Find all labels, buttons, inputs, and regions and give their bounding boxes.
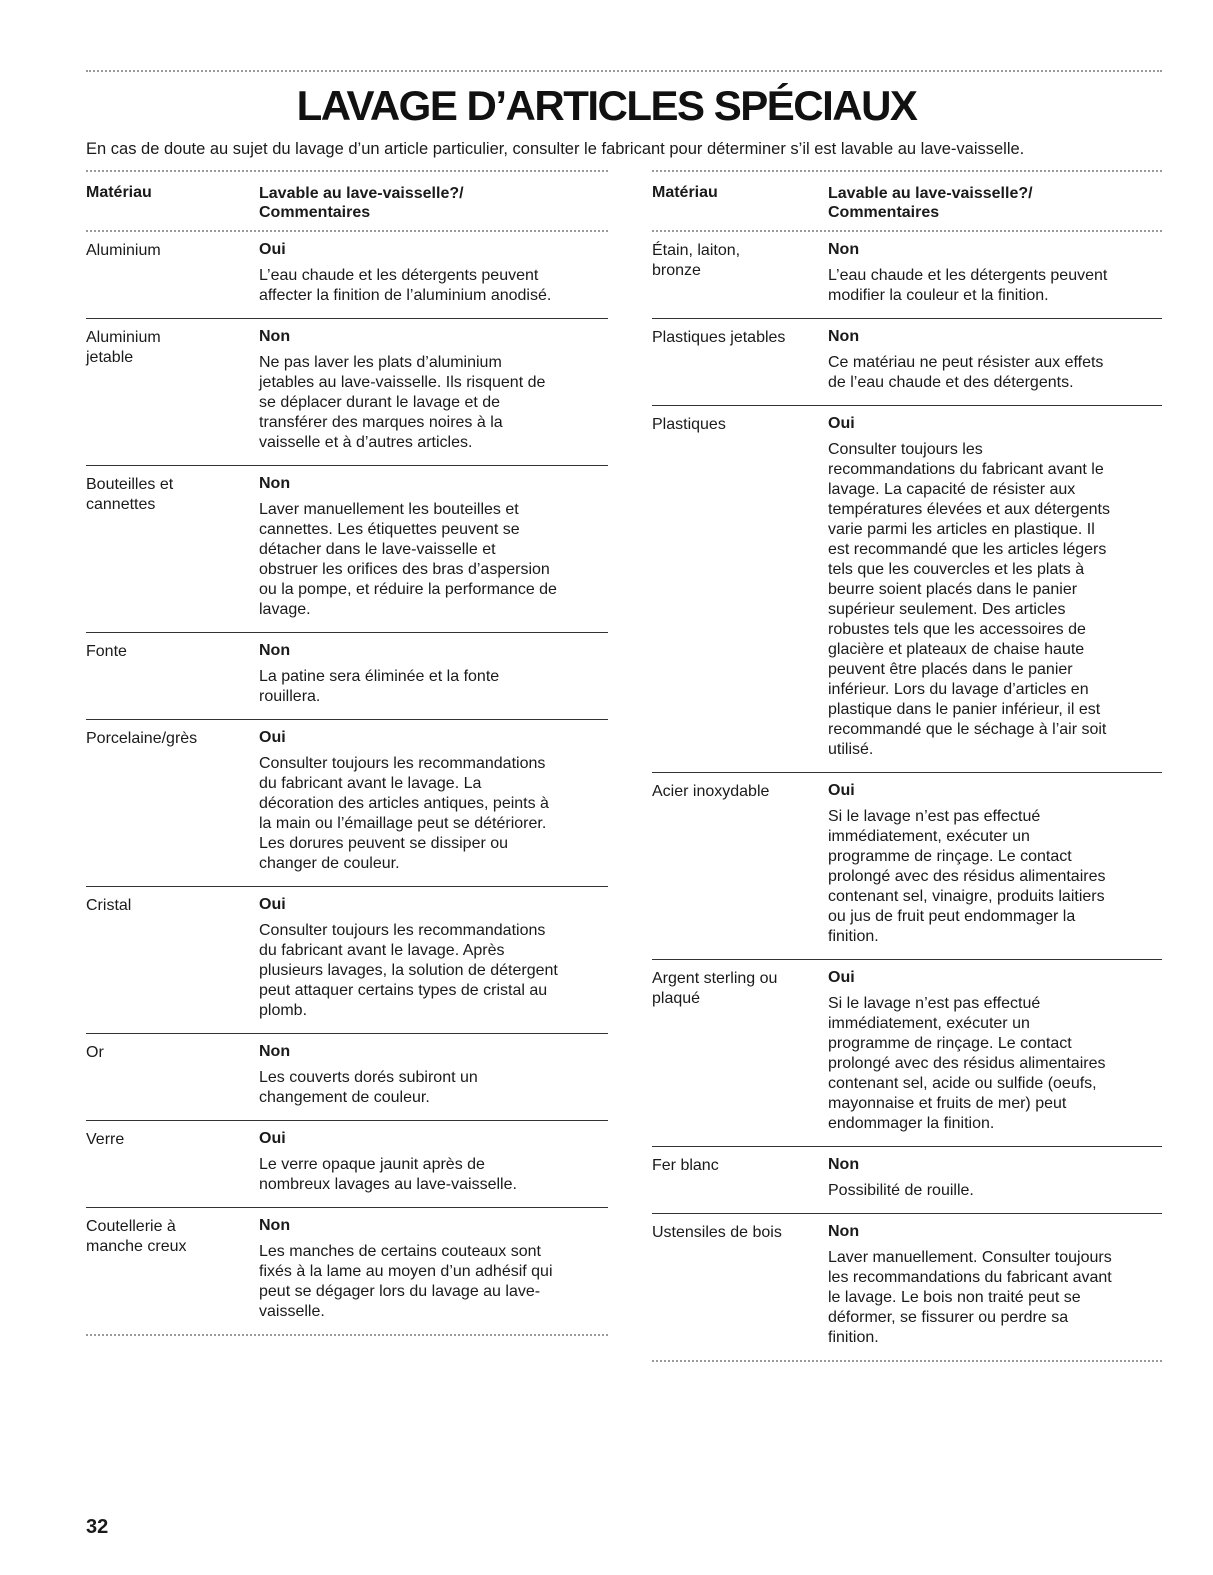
- comment-cell: [259, 1216, 608, 1322]
- material-cell: Fonte: [86, 643, 127, 660]
- comment-text: Consulter toujours les recommandations du fabricant avant le lavage. La décoration des articles antiques, peints à la main ou l’émaillage peut se détériorer. Les dorures peuvent se dissiper ou changer de couleur.: [259, 755, 549, 872]
- material-cell: Porcelaine/grès: [86, 730, 198, 747]
- comment-cell: [828, 781, 1162, 947]
- material-cell: Cristal: [86, 897, 132, 914]
- header-material: Matériau: [86, 184, 152, 201]
- dishwasher-safe-verdict: Non: [259, 328, 291, 345]
- dishwasher-safe-verdict: Non: [828, 241, 860, 258]
- comment-cell: [828, 414, 1162, 760]
- comment-cell: [828, 968, 1162, 1134]
- dishwasher-safe-verdict: Non: [259, 642, 291, 659]
- comment-cell: [828, 240, 1162, 306]
- comment-cell: [259, 641, 608, 707]
- comment-text: Le verre opaque jaunit après de nombreux lavages au lave-vaisselle.: [259, 1156, 517, 1193]
- material-cell: Argent sterling ou plaqué: [652, 970, 778, 1007]
- comment-cell: [259, 1129, 608, 1195]
- table-right-rows: [652, 232, 1162, 1362]
- comment-text: Si le lavage n’est pas effectué immédiatement, exécuter un programme de rinçage. Le contact prolongé avec des résidus alimentaires contenant sel, vinaigre, produits laitiers ou jus de fruit peut endommager la finition.: [828, 808, 1106, 945]
- material-cell: Bouteilles et cannettes: [86, 476, 174, 513]
- comment-text: La patine sera éliminée et la fonte rouillera.: [259, 668, 500, 705]
- material-cell: Plastiques: [652, 416, 726, 433]
- dishwasher-safe-verdict: Oui: [259, 1130, 286, 1147]
- dishwasher-safe-verdict: Non: [259, 475, 291, 492]
- dishwasher-safe-verdict: Non: [828, 1156, 860, 1173]
- table-row: [652, 960, 1162, 1147]
- comment-cell: [828, 327, 1162, 393]
- comment-text: Laver manuellement les bouteilles et cannettes. Les étiquettes peuvent se détacher dans le lave-vaisselle et obstruer les orifices des bras d’aspersion ou la pompe, et réduire la performance de lavage.: [259, 501, 557, 618]
- table-row: [652, 773, 1162, 960]
- table-row: [86, 319, 608, 466]
- dishwasher-safe-verdict: Oui: [259, 241, 286, 258]
- comment-cell: [828, 1155, 1162, 1201]
- table-header: [652, 170, 1162, 232]
- dishwasher-safe-verdict: Oui: [259, 896, 286, 913]
- material-cell: Or: [86, 1044, 104, 1061]
- header-material: Matériau: [652, 184, 718, 201]
- material-cell: Ustensiles de bois: [652, 1224, 782, 1241]
- dishwasher-safe-verdict: Oui: [828, 782, 855, 799]
- table-row: [652, 1214, 1162, 1362]
- comment-text: Possibilité de rouille.: [828, 1182, 974, 1199]
- comment-cell: [828, 1222, 1162, 1348]
- dishwasher-safe-verdict: Non: [259, 1043, 291, 1060]
- comment-text: L’eau chaude et les détergents peuvent modifier la couleur et la finition.: [828, 267, 1108, 304]
- comment-cell: [259, 474, 608, 620]
- table-row: [86, 1121, 608, 1208]
- table-left: [86, 170, 608, 1336]
- dishwasher-safe-verdict: Non: [259, 1217, 291, 1234]
- table-row: [86, 232, 608, 319]
- table-row: [86, 466, 608, 633]
- comment-text: Les couverts dorés subiront un changement de couleur.: [259, 1069, 478, 1106]
- material-cell: Coutellerie à manche creux: [86, 1218, 187, 1255]
- table-left-rows: [86, 232, 608, 1336]
- material-cell: Fer blanc: [652, 1157, 719, 1174]
- table-right: [652, 170, 1162, 1362]
- comment-text: Ne pas laver les plats d’aluminium jetables au lave-vaisselle. Ils risquent de se déplacer durant le lavage et de transférer des marques noires à la vaisselle et à d’autres articles.: [259, 354, 546, 451]
- material-cell: Étain, laiton, bronze: [652, 242, 741, 279]
- dishwasher-safe-verdict: Oui: [828, 969, 855, 986]
- dishwasher-safe-verdict: Oui: [259, 729, 286, 746]
- table-row: [86, 1208, 608, 1336]
- table-row: [652, 232, 1162, 319]
- table-row: [86, 633, 608, 720]
- dishwasher-safe-verdict: Oui: [828, 415, 855, 432]
- comment-text: Les manches de certains couteaux sont fixés à la lame au moyen d’un adhésif qui peut se dégager lors du lavage au lave- vaisselle.: [259, 1243, 553, 1320]
- page-number: 32: [86, 1516, 109, 1538]
- material-cell: Acier inoxydable: [652, 783, 770, 800]
- header-comments-text: Lavable au lave-vaisselle?/ Commentaires: [828, 185, 1033, 221]
- comment-text: Ce matériau ne peut résister aux effets de l’eau chaude et des détergents.: [828, 354, 1104, 391]
- header-comments: [828, 184, 1033, 222]
- table-row: [86, 720, 608, 887]
- table-row: [86, 1034, 608, 1121]
- top-dotted-rule: [86, 70, 1162, 72]
- material-cell: Verre: [86, 1131, 125, 1148]
- comment-cell: [259, 895, 608, 1021]
- comment-cell: [259, 327, 608, 453]
- page-title: LAVAGE D’ARTICLES SPÉCIAUX: [296, 82, 917, 129]
- comment-cell: [259, 240, 608, 306]
- comment-text: Consulter toujours les recommandations du fabricant avant le lavage. Après plusieurs lavages, la solution de détergent peut attaquer certains types de cristal au plomb.: [259, 922, 558, 1019]
- dishwasher-safe-verdict: Non: [828, 1223, 860, 1240]
- dishwasher-safe-verdict: Non: [828, 328, 860, 345]
- table-header: [86, 170, 608, 232]
- material-cell: Plastiques jetables: [652, 329, 786, 346]
- header-comments: [259, 184, 464, 222]
- header-comments-text: Lavable au lave-vaisselle?/ Commentaires: [259, 185, 464, 221]
- material-cell: Aluminium: [86, 242, 161, 259]
- comment-cell: [259, 1042, 608, 1108]
- material-cell: Aluminium jetable: [86, 329, 161, 366]
- table-row: [86, 887, 608, 1034]
- intro-text: En cas de doute au sujet du lavage d’un article particulier, consulter le fabricant pour déterminer s’il est lavable au lave-vaisselle.: [86, 140, 1025, 158]
- table-row: [652, 406, 1162, 773]
- table-row: [652, 1147, 1162, 1214]
- comment-text: L’eau chaude et les détergents peuvent affecter la finition de l’aluminium anodisé.: [259, 267, 552, 304]
- comment-cell: [259, 728, 608, 874]
- comment-text: Si le lavage n’est pas effectué immédiatement, exécuter un programme de rinçage. Le contact prolongé avec des résidus alimentaires contenant sel, acide ou sulfide (oeufs, mayonnaise et fruits de mer) peut endommager la finition.: [828, 995, 1106, 1132]
- comment-text: Laver manuellement. Consulter toujours les recommandations du fabricant avant le lavage. Le bois non traité peut se déformer, se fissurer ou perdre sa finition.: [828, 1249, 1112, 1346]
- comment-text: Consulter toujours les recommandations du fabricant avant le lavage. La capacité de résister aux températures élevées et aux détergents varie parmi les articles en plastique. Il est recommandé que les articles légers tels que les couvercles et les plats à beurre soient placés dans le panier supérieur seulement. Des articles robustes tels que les accessoires de glacière et plateaux de chaise haute peuvent être placés dans le panier inférieur. Lors du lavage d’articles en plastique dans le panier inférieur, il est recommandé que le séchage à l’air soit utilisé.: [828, 441, 1110, 758]
- table-row: [652, 319, 1162, 406]
